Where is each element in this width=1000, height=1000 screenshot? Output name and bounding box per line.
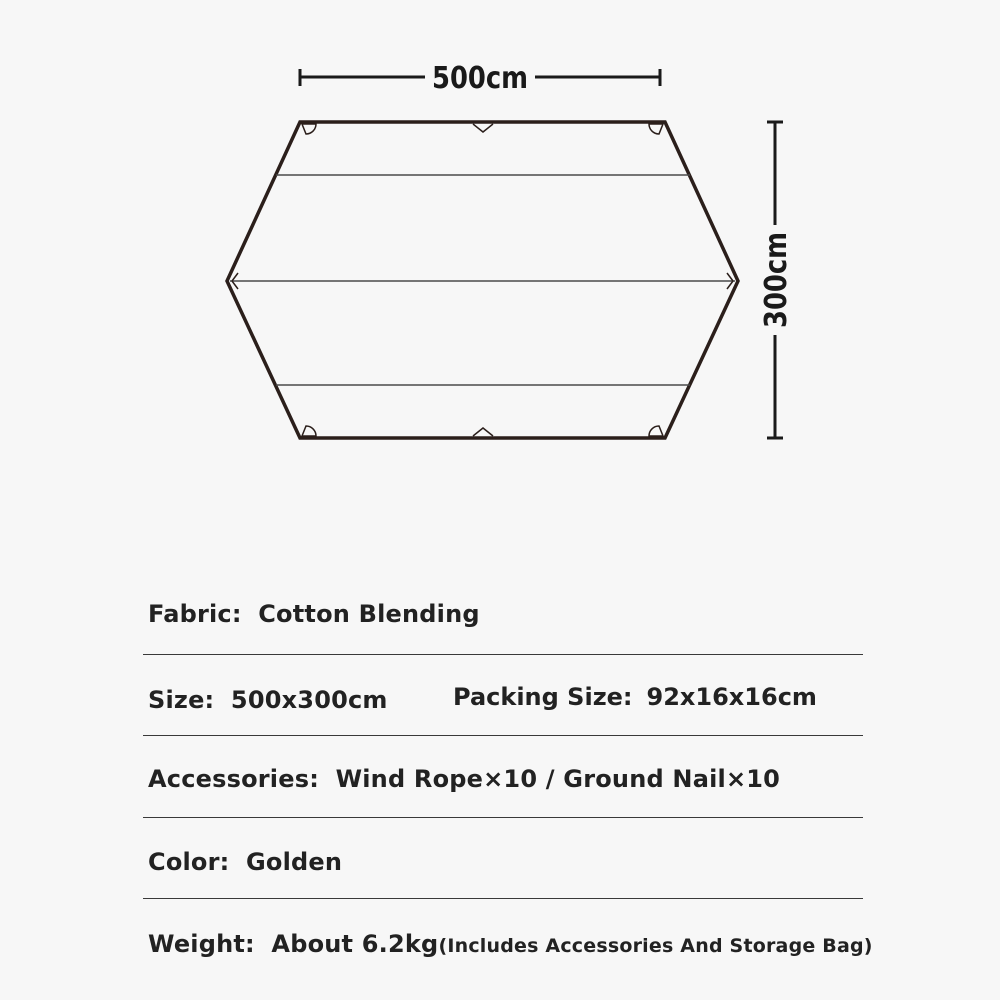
corner-patch-bottom-right [649, 426, 663, 436]
corner-patch-bottom-left [302, 426, 316, 436]
packing-size-label: Packing Size: [453, 683, 633, 711]
color-label: Color: [148, 848, 230, 876]
accessories-label: Accessories: [148, 765, 319, 793]
divider [143, 817, 863, 818]
weight-label: Weight: [148, 930, 255, 958]
fabric-label: Fabric: [148, 600, 242, 628]
midpoint-patch-bottom [473, 428, 493, 436]
height-dimension [759, 122, 794, 438]
spec-color [148, 848, 342, 876]
size-value: 500x300cm [230, 686, 388, 714]
packing-size-value: 92x16x16cm [646, 683, 817, 711]
width-label: 500cm [432, 61, 528, 96]
fabric-value: Cotton Blending [258, 600, 480, 628]
color-value: Golden [246, 848, 343, 876]
corner-patch-top-right [649, 124, 663, 134]
height-label: 300cm [759, 227, 794, 328]
tarp-hexagon [227, 122, 738, 438]
spec-weight [148, 930, 873, 958]
weight-value: About 6.2kg [271, 930, 439, 958]
tarp-outline [227, 122, 738, 438]
divider [143, 898, 863, 899]
size-label: Size: [148, 686, 215, 714]
weight-note: (Includes Accessories And Storage Bag) [438, 935, 873, 957]
divider [143, 735, 863, 736]
spec-fabric [148, 600, 480, 628]
spec-size [148, 686, 388, 714]
spec-packing-size [453, 683, 817, 711]
divider [143, 654, 863, 655]
spec-accessories [148, 765, 780, 793]
midpoint-patch-top [473, 124, 493, 132]
width-dimension [300, 61, 660, 96]
accessories-value: Wind Rope×10 / Ground Nail×10 [335, 765, 781, 793]
corner-patch-top-left [302, 124, 316, 134]
